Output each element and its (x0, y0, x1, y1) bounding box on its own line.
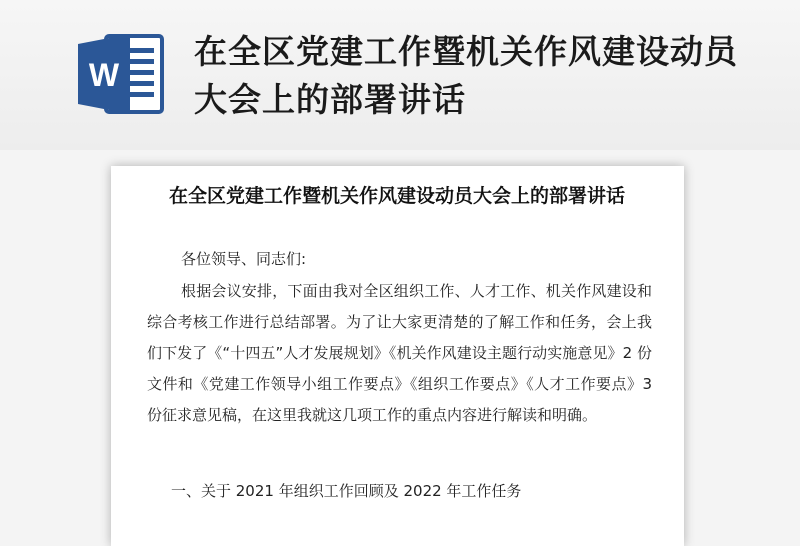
body-paragraph: 根据会议安排，下面由我对全区组织工作、人才工作、机关作风建设和综合考核工作进行总结部署。为了让大家更清楚的了解工作和任务，会上我们下发了《“十四五”人才发展规划》《机关作风建设主题行动实施意见》2 份文件和《党建工作领导小组工作要点》《组织工作要点》《人才工作要点》3 份征求意见稿，在这里我就这几项工作的重点内容进行解读和明确。 (147, 282, 652, 424)
header-banner (0, 0, 800, 150)
section-heading: 一、关于 2021 年组织工作回顾及 2022 年工作任务 (171, 482, 522, 500)
word-icon-letter: W (88, 57, 120, 93)
greeting-paragraph: 各位领导、同志们: (181, 250, 307, 268)
document-title: 在全区党建工作暨机关作风建设动员大会上的部署讲话 (168, 185, 625, 207)
banner-title: 在全区党建工作暨机关作风建设动员大会上的部署讲话 (194, 32, 738, 119)
document-page (111, 166, 684, 546)
word-icon (76, 32, 164, 116)
